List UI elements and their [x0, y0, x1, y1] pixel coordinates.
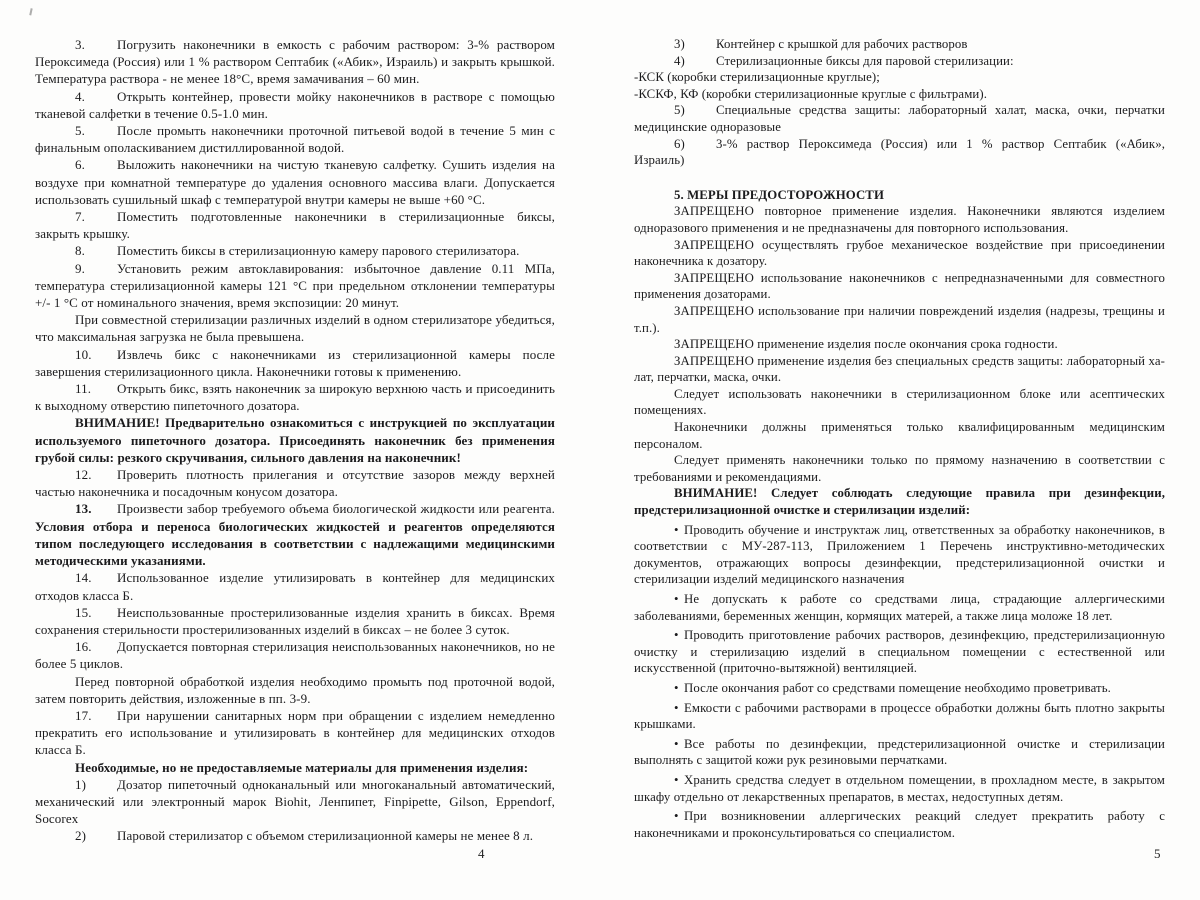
paragraph [634, 69, 1165, 86]
section-heading [35, 759, 555, 776]
item-number: 17. [75, 707, 92, 723]
paragraph [35, 311, 555, 345]
paragraph [35, 88, 555, 122]
page-number: 5 [1154, 846, 1161, 861]
bullet-icon: • [674, 680, 679, 695]
paragraph [35, 827, 555, 844]
paragraph [634, 353, 1165, 386]
text-run: При нарушении санитарных норм при обращении с изделием немедленно прекратить его использование и утилизировать в контейнер для медицинских отходов класса Б. [35, 707, 555, 758]
bullet-icon: • [674, 772, 679, 787]
text-run: Следует использовать наконечники в стерилизационном блоке или асептических помещениях. [634, 386, 1165, 418]
text-run: Извлечь бикс с наконечниками из стерилизационной камеры после завершения стерилизационного цикла. Наконечники готовы к применению. [35, 346, 555, 379]
item-number: 9. [75, 260, 85, 276]
section-heading [634, 187, 1165, 204]
bullet-paragraph [634, 808, 1165, 841]
item-number: 16. [75, 639, 92, 655]
item-number: 12. [75, 467, 92, 483]
item-number: 4) [674, 53, 685, 68]
paragraph [35, 638, 555, 672]
text-run: 3-% раствор Пероксимеда (Россия) или 1 % раствор Септабик («Абик», Израиль) [634, 136, 1165, 168]
page-4-content [0, 0, 600, 845]
text-run: Установить режим автоклавирования: избыточное давление 0.11 МПа, температура стерилизационной камеры 121 °С при предельном отклонении температуры +/- 1 °С от номинального значения, время экспозиции: 20 минут. [35, 260, 555, 311]
item-number: 11. [75, 381, 92, 397]
text-run: 5. МЕРЫ ПРЕДОСТОРОЖНОСТИ [674, 187, 884, 202]
paragraph [35, 414, 555, 466]
paragraph [35, 776, 555, 828]
paragraph [35, 208, 555, 242]
text-run: Неиспользованные простерилизованные изделия хранить в биксах. Время сохранения стерильности простерилизованных изделий в биксах – не более 3 суток. [35, 604, 555, 637]
text-run: При совместной стерилизации различных изделий в одном стерилизаторе убедиться, что максимальная загрузка не была превышена. [35, 312, 555, 345]
item-number: 3) [674, 37, 685, 51]
page-5-content [600, 0, 1200, 841]
text-run: Условия отбора и переноса биологических жидкостей и реагентов определяются типом последующего исследования в соответствии с надлежащими медицинскими методическими указаниями. [35, 518, 555, 569]
paragraph [35, 122, 555, 156]
bullet-paragraph [634, 700, 1165, 733]
text-run: Проводить обучение и инструктаж лиц, ответственных за обработку наконечников, в соответствии с МУ-287-113, Приложением 1 Перечень инструктивно-методических документов, отражающих вопросы дезинфекции, предстерилизационной очистки и стерилизации изделий медицинского назначения [634, 522, 1165, 587]
paragraph [35, 260, 555, 312]
paragraph [634, 86, 1165, 103]
text-run: -КСК (коробки стерилизационные круглые); [634, 70, 880, 85]
paragraph [35, 36, 555, 88]
text-run: ЗАПРЕЩЕНО применение изделия после окончания срока годности. [674, 337, 1058, 352]
paragraph [634, 270, 1165, 303]
text-run: Стерилизационные биксы для паровой стерилизации: [716, 53, 1014, 68]
page-5 [600, 0, 1200, 900]
bullet-paragraph [634, 772, 1165, 805]
item-number: 3. [75, 37, 85, 52]
item-number: 5) [674, 103, 685, 118]
page-number: 4 [478, 846, 485, 861]
bullet-icon: • [674, 592, 679, 606]
item-number: 14. [75, 570, 92, 586]
paragraph [634, 237, 1165, 270]
bullet-paragraph [634, 591, 1165, 624]
text-run: Все работы по дезинфекции, предстерилизационной очистке и стерилизации выполнять с защитой кожи рук резиновыми перчатками. [634, 736, 1165, 768]
text-run: Поместить биксы в стерилизационную камеру парового стерилизатора. [117, 243, 520, 259]
text-run: После промыть наконечники проточной питьевой водой в течение 5 мин с финальным ополаскиванием дистиллированной водой. [35, 123, 555, 156]
paragraph [634, 102, 1165, 135]
paragraph [35, 673, 555, 707]
text-run: При возникновении аллергических реакций следует прекратить работу с наконечниками и проконсультироваться со специалистом. [634, 809, 1165, 840]
paragraph [634, 386, 1165, 419]
paragraph [634, 303, 1165, 336]
text-run: Погрузить наконечники в емкость с рабочим раствором: 3-% раствором Пероксимеда (Россия) или 1 % раствором Септабик («Абик», Израиль) и закрыть крышкой. Температура раствора - не менее 18°С, время замачивания – 60 мин. [35, 37, 555, 87]
item-number: 6) [674, 136, 685, 151]
paragraph [35, 156, 555, 208]
item-number: 15. [75, 604, 92, 620]
item-number: 7. [75, 209, 85, 225]
text-run: Проводить приготовление рабочих растворов, дезинфекцию, предстерилизационную очистку и стерилизацию изделий в специальном помещении с естественной или искусственной (приточно-вытяжной) вентиляцией. [634, 628, 1165, 676]
text-run: Открыть контейнер, провести мойку наконечников в растворе с помощью тканевой салфетки в течение 0.5-1.0 мин. [35, 88, 555, 121]
paragraph [634, 336, 1165, 353]
text-run: Использованное изделие утилизировать в контейнер для медицинских отходов класса Б. [35, 570, 555, 603]
text-run: Дозатор пипеточный одноканальный или многоканальный автоматический, механический или электронный марок Biohit, Ленпипет, Finpipette, Gilson, Eppendorf, Socorex [35, 776, 555, 827]
bullet-paragraph [634, 522, 1165, 588]
text-run: ЗАПРЕЩЕНО использование наконечников с непредназначенными для совместного применения дозаторами. [634, 270, 1165, 302]
text-run: ЗАПРЕЩЕНО применение изделия без специальных средств защиты: лабораторный ха-лат, перчатки, маска, очки. [634, 353, 1165, 385]
text-run: ЗАПРЕЩЕНО использование при наличии повреждений изделия (надрезы, трещины и т.п.). [634, 303, 1165, 335]
bullet-icon: • [674, 700, 679, 715]
text-run: Открыть бикс, взять наконечник за широкую верхнюю часть и присоединить к выходному отверстию пипеточного дозатора. [35, 381, 555, 414]
paragraph [35, 346, 555, 380]
paragraph [35, 242, 555, 259]
bullet-icon: • [674, 628, 679, 643]
text-run: Специальные средства защиты: лабораторный халат, маска, очки, перчатки медицинские одноразовые [634, 103, 1165, 134]
text-run: Емкости с рабочими растворами в процессе обработки должны быть плотно закрыты крышками. [634, 700, 1165, 732]
item-number: 13. [75, 501, 92, 517]
paragraph [634, 53, 1165, 70]
text-run: Выложить наконечники на чистую тканевую салфетку. Сушить изделия на воздухе при комнатной температуре до удаления основного массива влаги. Допускается использовать сушильный шкаф с температурой внутри камеры не выше +60 °С. [35, 157, 555, 207]
bullet-icon: • [674, 809, 679, 824]
paragraph [634, 203, 1165, 236]
text-run: ЗАПРЕЩЕНО повторное применение изделия. Наконечники являются изделием одноразового применения и не предназначены для повторного использования. [634, 204, 1165, 235]
paragraph [35, 380, 555, 414]
item-number: 1) [75, 776, 87, 792]
paragraph [634, 419, 1165, 452]
text-run: Следует применять наконечники только по прямому назначению в соответствии с требованиями и рекомендациями. [634, 453, 1165, 484]
text-run: Поместить подготовленные наконечники в стерилизационные биксы, закрыть крышку. [35, 209, 555, 242]
paragraph [634, 36, 1165, 53]
paragraph [35, 500, 555, 569]
item-number: 10. [75, 346, 92, 362]
text-run: Хранить средства следует в отдельном помещении, в прохладном месте, в закрытом шкафу отдельно от лекарственных препаратов, в местах, недоступных детям. [634, 772, 1165, 804]
item-number: 8. [75, 243, 85, 259]
paragraph [634, 452, 1165, 485]
item-number: 4. [75, 88, 85, 104]
bullet-icon: • [674, 736, 679, 751]
bullet-paragraph [634, 736, 1165, 769]
text-run: Контейнер с крышкой для рабочих растворов [716, 37, 968, 51]
paragraph [634, 136, 1165, 169]
item-number: 5. [75, 123, 85, 139]
text-run: ВНИМАНИЕ! Предварительно ознакомиться с инструкцией по эксплуатации используемого пипеточного дозатора. Присоединять наконечник без применения грубой силы: резкого скручивания, сильного давления на наконечник! [35, 415, 555, 465]
text-run: Произвести забор требуемого объема биологической жидкости или реагента. [117, 501, 555, 517]
text-run: ВНИМАНИЕ! Следует соблюдать следующие правила при дезинфекции, предстерилизационной очистке и стерилизации изделий: [634, 486, 1165, 518]
item-number: 6. [75, 157, 85, 173]
paragraph [35, 707, 555, 759]
text-run: Наконечники должны применяться только квалифицированным медицинским персоналом. [634, 420, 1165, 451]
text-run: Допускается повторная стерилизация неиспользованных наконечников, но не более 5 циклов. [35, 639, 555, 672]
text-run: Необходимые, но не предоставляемые материалы для применения изделия: [75, 759, 529, 775]
section-heading [634, 485, 1165, 518]
bullet-icon: • [674, 522, 679, 537]
text-run: -КСКФ, КФ (коробки стерилизационные круглые с фильтрами). [634, 86, 988, 101]
text-run: Не допускать к работе со средствами лица, страдающие аллергическими заболеваниями, беременных женщин, кормящих матерей, а также лица моложе 18 лет. [634, 592, 1165, 623]
text-run: Паровой стерилизатор с объемом стерилизационной камеры не менее 8 л. [117, 828, 534, 844]
paragraph [35, 604, 555, 638]
bullet-paragraph [634, 680, 1165, 697]
text-run: Проверить плотность прилегания и отсутствие зазоров между верхней частью наконечника и посадочным конусом дозатора. [35, 467, 555, 500]
text-run: Перед повторной обработкой изделия необходимо промыть под проточной водой, затем повторить действия, изложенные в пп. 3-9. [35, 673, 555, 706]
text-run: После окончания работ со средствами помещение необходимо проветривать. [684, 680, 1111, 695]
item-number: 2) [75, 828, 87, 844]
text-run: ЗАПРЕЩЕНО осуществлять грубое механическое воздействие при присоединении наконечника к дозатору. [634, 237, 1165, 269]
bullet-paragraph [634, 627, 1165, 677]
paragraph [35, 466, 555, 500]
paragraph [35, 569, 555, 603]
